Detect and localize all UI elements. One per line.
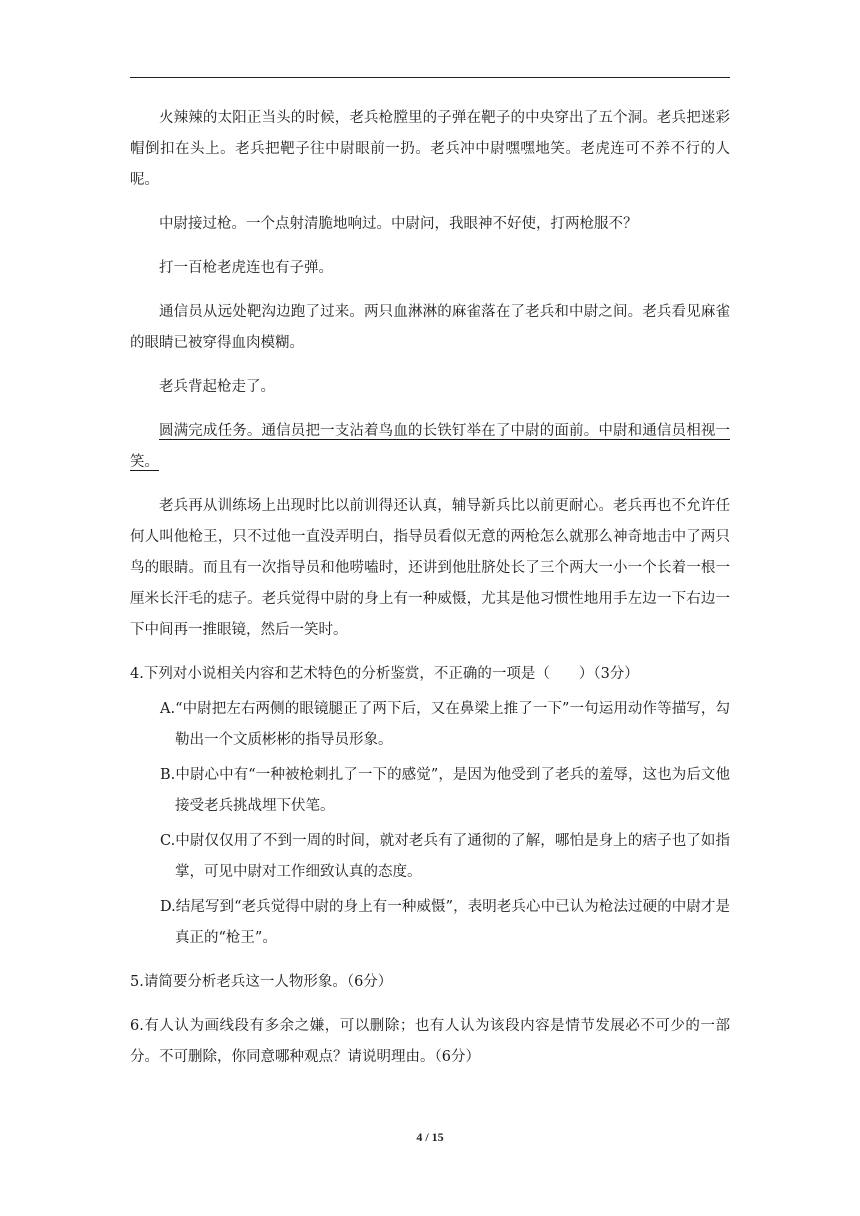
question-5: 5.请简要分析老兵这一人物形象。（6分）	[130, 974, 393, 990]
question-4-option-b: B.中尉心中有“一种被枪刺扎了一下的感觉”，是因为他受到了老兵的羞辱，这也为后文他接受老兵挑战埋下伏笔。	[160, 767, 730, 814]
page-number: 4 / 15	[416, 1130, 444, 1144]
header-rule	[130, 77, 730, 78]
question-4-option-a: A.“中尉把左右两侧的眼镜腿正了两下后，又在鼻梁上推了一下”一句运用动作等描写，勾勒出一个文质彬彬的指导员形象。	[160, 701, 730, 748]
story-paragraph-3: 打一百枪老虎连也有子弹。	[159, 260, 333, 276]
story-paragraph-1: 火辣辣的太阳正当头的时候，老兵枪膛里的子弹在靶子的中央穿出了五个洞。老兵把迷彩帽倒扣在头上。老兵把靶子往中尉眼前一扔。老兵冲中尉嘿嘿地笑。老虎连可不养不行的人呢。	[130, 110, 730, 188]
question-4-option-c: C.中尉仅仅用了不到一周的时间，就对老兵有了通彻的了解，哪怕是身上的痞子也了如指掌，可见中尉对工作细致认真的态度。	[160, 833, 730, 880]
underlined-paragraph: 圆满完成任务。通信员把一支沾着鸟血的长铁钉举在了中尉的面前。中尉和通信员相视一笑。	[130, 423, 730, 470]
story-paragraph-7: 老兵再从训练场上出现时比以前训得还认真，辅导新兵比以前更耐心。老兵再也不允许任何人叫他枪王，只不过他一直没弄明白，指导员看似无意的两枪怎么就那么神奇地击中了两只鸟的眼睛。而且有一次指导员和他唠嗑时，还讲到他肚脐处长了三个两大一小一个长着一根一厘米长汗毛的痣子。老兵觉得中尉的身上有一种威慑，尤其是他习惯性地用手左边一下右边一下中间再一推眼镜，然后一笑时。	[130, 498, 730, 638]
page-content	[130, 103, 730, 1086]
story-paragraph-5: 老兵背起枪走了。	[159, 379, 275, 395]
question-4-option-d: D.结尾写到“老兵觉得中尉的身上有一种威慑”，表明老兵心中已认为枪法过硬的中尉才是真正的“枪王”。	[160, 899, 730, 946]
story-paragraph-2: 中尉接过枪。一个点射清脆地响过。中尉问，我眼神不好使，打两枪服不？	[159, 216, 638, 232]
story-paragraph-4: 通信员从远处靶沟边跑了过来。两只血淋淋的麻雀落在了老兵和中尉之间。老兵看见麻雀的眼睛已被穿得血肉模糊。	[130, 304, 730, 351]
question-4-stem: 4.下列对小说相关内容和艺术特色的分析鉴赏，不正确的一项是（ ）（3分）	[130, 666, 639, 682]
question-6: 6.有人认为画线段有多余之嫌，可以删除；也有人认为该段内容是情节发展必不可少的一部分。不可删除，你同意哪种观点？请说明理由。（6分）	[130, 1018, 730, 1065]
